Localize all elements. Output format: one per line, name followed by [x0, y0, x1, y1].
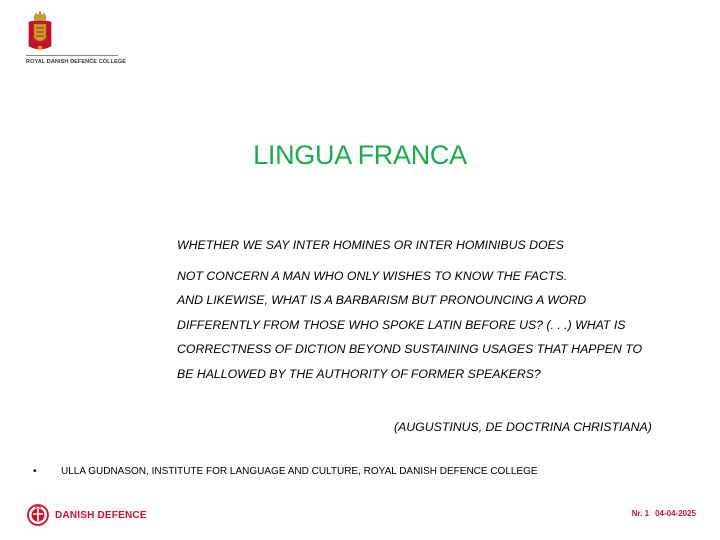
author-line: ULLA GUDNASON, INSTITUTE FOR LANGUAGE AND CULTURE, ROYAL DANISH DEFENCE COLLEGE — [61, 466, 538, 477]
quote-line: NOT CONCERN A MAN WHO ONLY WISHES TO KNOW THE FACTS. — [177, 268, 568, 283]
quote-line: AND LIKEWISE, WHAT IS A BARBARISM BUT PRONOUNCING A WORD — [177, 293, 587, 307]
page-meta — [632, 509, 696, 518]
quote-source: (AUGUSTINUS, DE DOCTRINA CHRISTIANA) — [394, 420, 652, 434]
slide-date: 04-04-2025 — [655, 509, 696, 518]
footer-brand: DANISH DEFENCE — [55, 509, 147, 521]
quote-line: CORRECTNESS OF DICTION BEYOND SUSTAINING USAGES THAT HAPPEN TO — [177, 342, 643, 356]
quote-line: DIFFERENTLY FROM THOSE WHO SPOKE LATIN BEFORE US? (. . .) WHAT IS — [177, 317, 626, 332]
slide-title: LINGUA FRANCA — [253, 140, 467, 170]
page-number: Nr. 1 — [631, 509, 650, 518]
header-divider — [26, 55, 118, 56]
danish-defence-emblem-icon — [27, 504, 49, 526]
quote-line: BE HALLOWED BY THE AUTHORITY OF FORMER SPEAKERS? — [177, 366, 541, 381]
quote-line: WHETHER WE SAY INTER HOMINES OR INTER HOMINIBUS DOES — [177, 238, 564, 252]
author-bullet — [33, 466, 538, 477]
royal-crest-icon — [27, 10, 53, 54]
college-name: ROYAL DANISH DEFENCE COLLEGE — [26, 59, 126, 65]
quote-block — [177, 233, 697, 386]
bullet-icon: • — [33, 466, 37, 477]
footer-logo — [27, 503, 147, 527]
